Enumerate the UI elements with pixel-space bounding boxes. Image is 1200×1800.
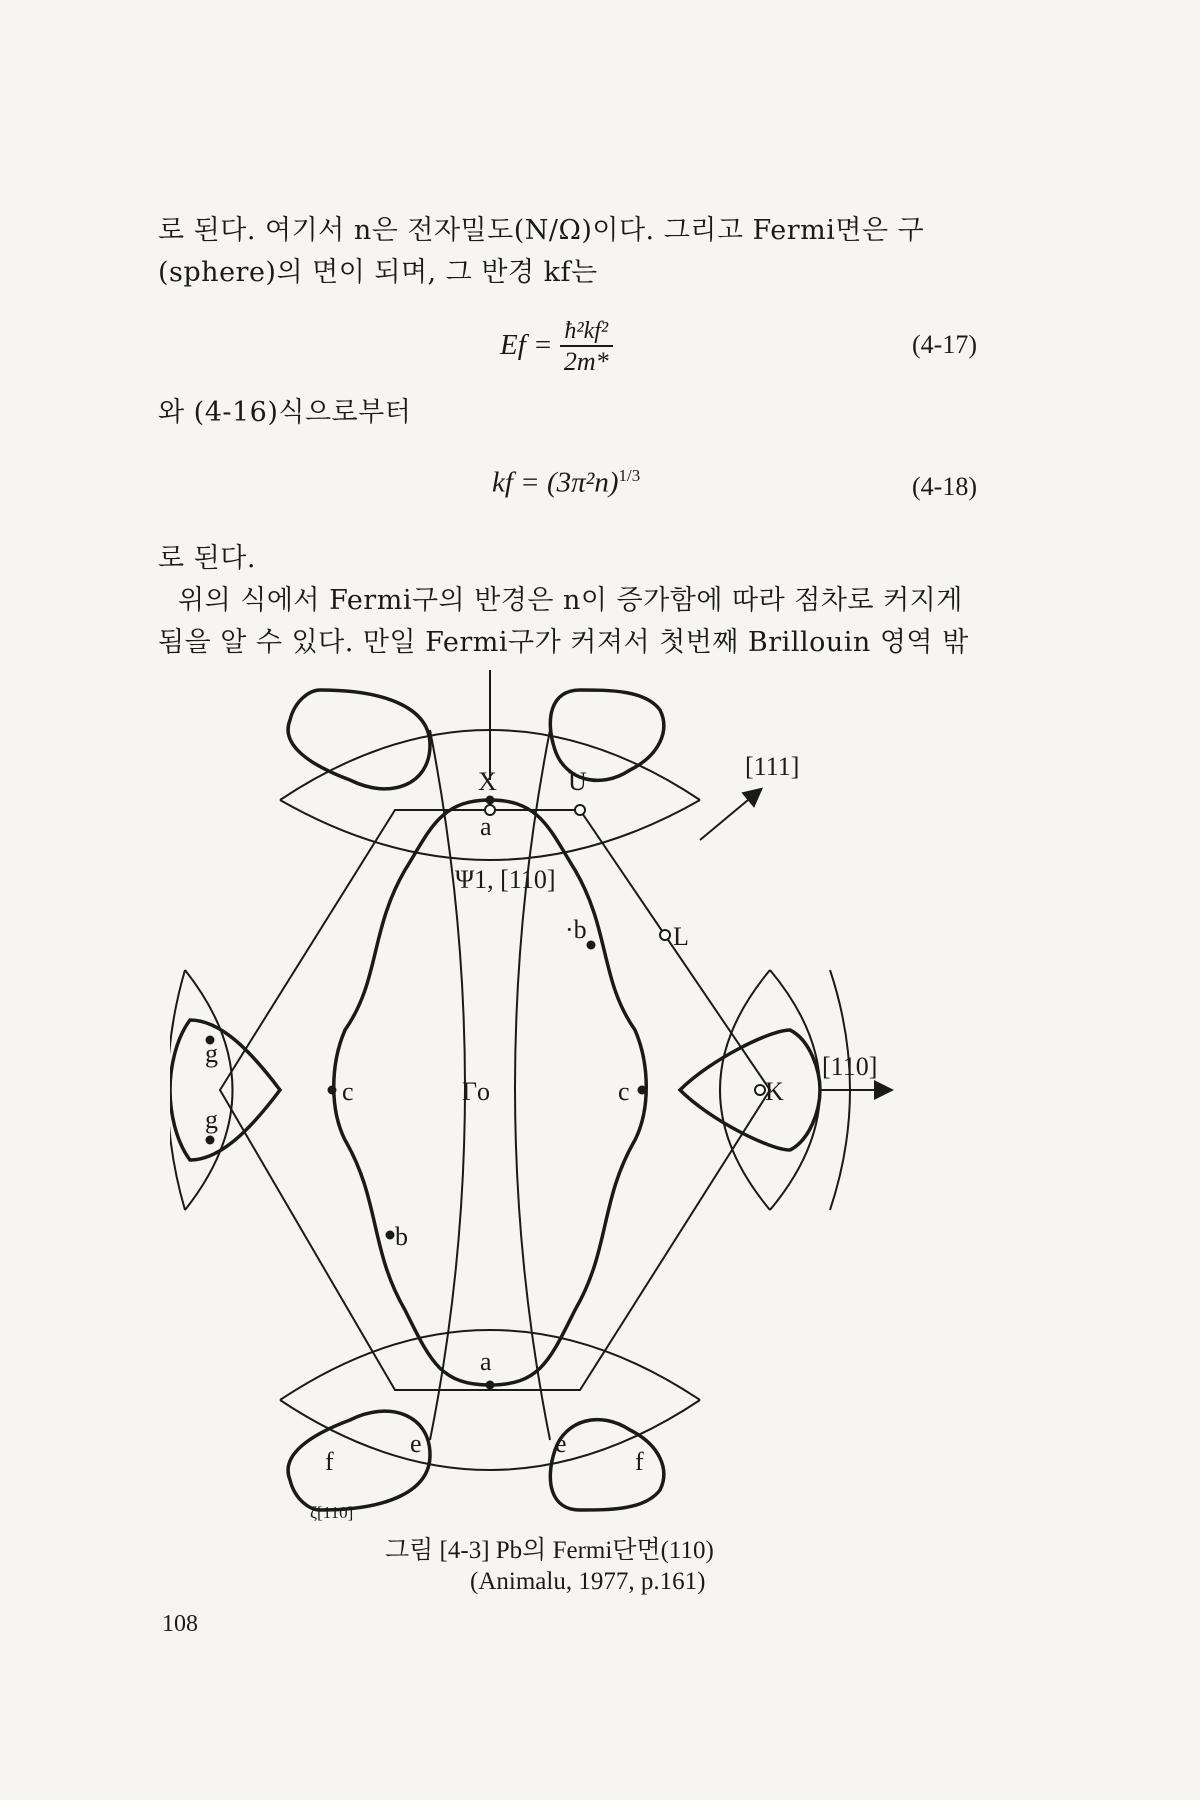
label-direction-110: [110] <box>822 1052 878 1081</box>
label-f-right: f <box>635 1447 644 1476</box>
equation-denominator: 2m* <box>563 347 609 376</box>
label-psi: Ψ1, [110] <box>455 865 556 894</box>
label-g-upper: g <box>205 1039 218 1068</box>
label-f-left: f <box>325 1447 334 1476</box>
body-text-line-6: 됨을 알 수 있다. 만일 Fermi구가 커져서 첫번째 Brillouin 영역 밖 <box>158 627 969 658</box>
body-text-line-2: (sphere)의 면이 되며, 그 반경 kf는 <box>158 257 598 288</box>
brillouin-zone-boundary <box>220 810 770 1390</box>
label-point-x: X <box>478 767 497 796</box>
label-direction-111: [111] <box>745 752 800 781</box>
equation-fraction <box>560 318 613 377</box>
page-number: 108 <box>162 1611 198 1637</box>
arrow-111 <box>700 790 760 840</box>
symmetry-points <box>485 805 765 1095</box>
figure-caption: 그림 [4-3] Pb의 Fermi단면(110) <box>385 1537 714 1564</box>
equation-number-4-18: (4-18) <box>912 472 977 501</box>
body-text-line-1: 로 된다. 여기서 n은 전자밀도(N/Ω)이다. 그리고 Fermi면은 구 <box>158 215 925 246</box>
label-a-top: a <box>480 812 492 841</box>
equation-4-17 <box>500 318 613 377</box>
label-b-upper: ·b <box>565 915 587 944</box>
label-c-left: c <box>342 1077 354 1106</box>
figure-caption-source: (Animalu, 1977, p.161) <box>470 1568 706 1595</box>
label-e-left: e <box>410 1429 422 1458</box>
fermi-surface-diagram <box>170 670 1030 1530</box>
label-c-right: c <box>618 1077 630 1106</box>
label-point-k: K <box>765 1077 784 1106</box>
equation-lhs: kf = (3π²n) <box>492 466 619 499</box>
body-text-line-3: 와 (4-16)식으로부터 <box>158 397 412 428</box>
label-zeta: ζ[110] <box>310 1503 354 1522</box>
label-e-right: e <box>555 1429 567 1458</box>
body-text-line-4: 로 된다. <box>158 543 256 574</box>
label-point-gamma: Γo <box>462 1077 491 1106</box>
label-point-u: U <box>568 767 587 796</box>
label-b-lower: b <box>395 1222 408 1251</box>
equation-number-4-17: (4-17) <box>912 330 977 359</box>
label-point-l: L <box>673 922 689 951</box>
label-a-bottom: a <box>480 1347 492 1376</box>
equation-numerator: ħ²kf² <box>560 318 613 347</box>
body-text-line-5: 위의 식에서 Fermi구의 반경은 n이 증가함에 따라 점차로 커지게 <box>178 585 963 616</box>
equation-lhs: Ef = <box>500 329 553 362</box>
equation-4-18 <box>492 466 640 500</box>
equation-exponent: 1/3 <box>618 466 641 485</box>
label-g-lower: g <box>205 1105 218 1134</box>
